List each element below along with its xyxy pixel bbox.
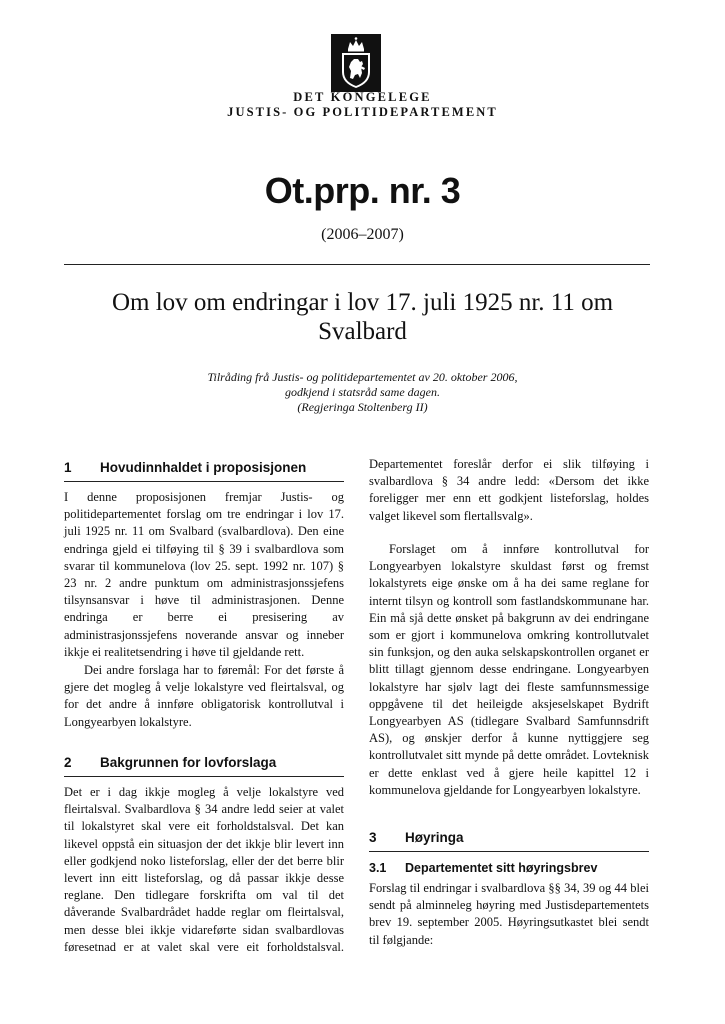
section-3-1-paragraph-1: Forslag til endringar i svalbardlova §§ 34, 39 og 44 blei sendt på alminneleg høyring med Justisdepartementets brev 19. september 2005. Høyringsutkastet blei sendt til følgjande: — [369, 881, 649, 947]
section-2-paragraph-1-text: Det er i dag ikkje mogleg å velje lokalstyre ved fleirtalsval. Svalbardlova § 34 andre ledd seier at valet til lokalstyret skal vere eit forholdstalsval. Det kan likevel oppstå ein situasjon der det ikkje blir levert inn eller godkjend noko listeforslag, eller der det berre blir levert inn eitt listeforslag, og då passar ikkje desse reglane. Den tidlegare forskrifta om val til det dåverande Svalbardrådet hadde reglar om fleirtalsval, men desse blei ikkje vidareførte sidan svalbardlovas føresetnad er at valet skal vere eit forholdstalsval. — [64, 785, 344, 954]
document-subject: Om lov om endringar i lov 17. juli 1925 nr. 11 om Svalbard — [111, 289, 614, 345]
section-1-number: 1 — [64, 460, 72, 475]
title-divider — [64, 264, 650, 265]
session-years: (2006–2007) — [321, 226, 404, 243]
section-3-heading — [369, 830, 464, 845]
section-3-number: 3 — [369, 830, 377, 845]
recommendation-line1: Tilråding frå Justis- og politidepartementet av 20. oktober 2006, — [207, 370, 518, 384]
section-2-paragraph-1-right — [369, 456, 649, 542]
section-3-1-heading — [369, 861, 597, 875]
section-1-rule — [64, 481, 344, 482]
recommendation-block — [100, 370, 625, 415]
recommendation-line2: godkjend i statsråd same dagen. — [285, 385, 440, 399]
section-2-paragraph-1-continued: Departementet foreslår derfor ei slik tilføying i svalbardlova § 34 andre ledd: «Dersom det ikke foreligger mer enn ett godkjent listeforslag, holdes valget likevel som flertallsvalg». — [369, 457, 649, 523]
section-1-paragraph-1: I denne proposisjonen fremjar Justis- og politidepartementet forslag om tre endringar i lov 17. juli 1925 nr. 11 om Svalbard (svalbardlova). Den eine endringa gjeld ei tilføying til § 39 i svalbardlova som svarar til kommunelova (lov 25. sept. 1992 nr. 107) § 23 nr. 2 andre punktum om administrasjonssjefens tilsynsansvar i høve til administrasjonen. Denne endringa er berre ei presisering av administrasjonssjefens noverande ansvar og inneber ikkje ei realitetsendring i høve til gjeldande rett. — [64, 490, 344, 659]
section-2-number: 2 — [64, 755, 72, 770]
section-3-rule — [369, 851, 649, 852]
section-2-title: Bakgrunnen for lovforslaga — [100, 755, 277, 770]
section-3-1-title: Departementet sitt høyringsbrev — [405, 861, 598, 875]
section-3-1-number: 3.1 — [369, 861, 387, 875]
section-1-paragraph-2: Dei andre forslaga har to føremål: For det første å gjere det mogleg å velje lokalstyre ved fleirtalsval, og for det andre å innføre obligatorisk kontrollutval i Longyearbyen lokalstyre. — [64, 663, 344, 729]
document-number: Ot.prp. nr. 3 — [264, 170, 461, 211]
department-name-line1: DET KONGELEGE — [293, 90, 432, 104]
section-2-rule — [64, 776, 344, 777]
section-1-heading — [64, 460, 306, 475]
section-1-title: Hovudinnhaldet i proposisjonen — [100, 460, 307, 475]
section-2-paragraph-1-left — [64, 784, 344, 956]
section-2-heading — [64, 755, 276, 770]
recommendation-line3: (Regjeringa Stoltenberg II) — [297, 400, 428, 414]
section-2-paragraph-2: Forslaget om å innføre kontrollutval for Longyearbyen lokalstyre skuldast først og fremst lokalstyrets eige ønske om å ha dei same reglane for internt tilsyn og kontroll som fastlandskommunane har. Ein må sjå dette ønsket på bakgrunn av dei endringane som er gjort i kommunelova omkring kontrollutvalet sin funksjon, og den auka selskapskontrollen organet er blitt tillagt gjennom desse endringane. Longyearbyen lokalstyre har sjølv lagt dei fleste samfunnsmessige oppgåvene til det heileigde aksjeselskapet Bydrift Longyearbyen AS (tidlegare Svalbard Samfunnsdrift AS), og ønskjer derfor å kunne nyttiggjere seg kontrollutvalet sitt mynde på dette området. Lovteknisk er dette enklast ved å gjere heile kapittel 12 i kommunelova gjeldande for Longyearbyen lokalstyre. — [369, 542, 649, 797]
coat-of-arms-icon — [331, 34, 381, 92]
section-3-title: Høyringa — [405, 830, 464, 845]
department-name-line2: JUSTIS- OG POLITIDEPARTEMENT — [227, 105, 498, 119]
